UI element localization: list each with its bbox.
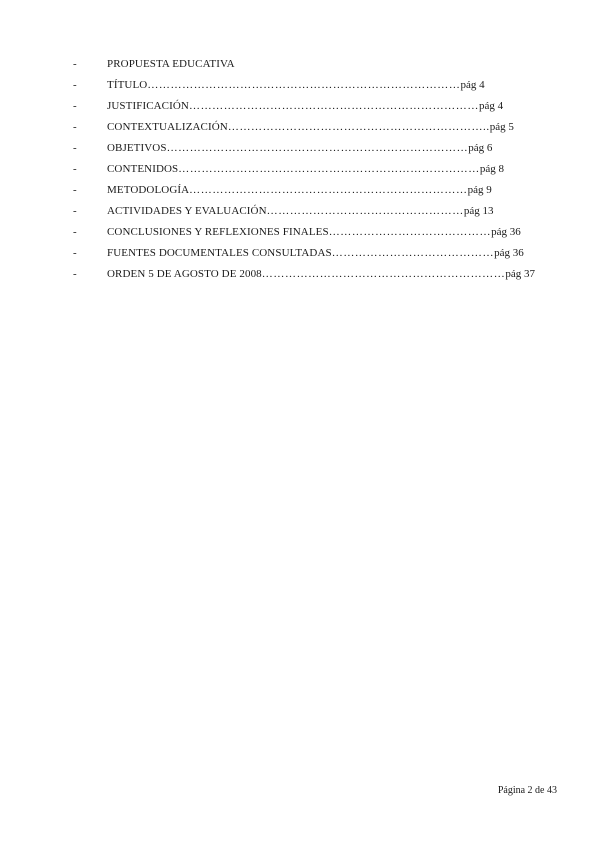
toc-page-number: pág 13: [463, 205, 494, 217]
toc-leader-dots: ……………………………………………: [266, 205, 464, 217]
toc-bullet: -: [73, 58, 77, 70]
toc-leader-dots: ………………………………………………………………: [189, 184, 468, 196]
toc-leader-dots: …………………………………………………………………: [188, 100, 479, 112]
toc-bullet: -: [73, 184, 77, 196]
toc-page-number: pág 36: [494, 247, 524, 259]
toc-entry: [0, 138, 600, 158]
page-number-footer: Página 2 de 43: [497, 785, 557, 796]
toc-entry-text: [107, 243, 524, 263]
toc-entry-title: OBJETIVOS: [107, 142, 167, 154]
toc-entry-title: ORDEN 5 DE AGOSTO DE 2008: [107, 268, 262, 280]
toc-leader-dots: ……………………………………: [328, 226, 492, 238]
toc-leader-dots: ……………………………………: [331, 247, 495, 259]
toc-entry-text: [107, 159, 504, 179]
toc-bullet: -: [73, 205, 77, 217]
toc-entry: [0, 75, 600, 95]
toc-leader-dots: ………………………………………………………: [261, 268, 506, 280]
toc-entry: [0, 117, 600, 137]
toc-page-number: pág 6: [468, 142, 493, 154]
toc-entry-title: TÍTULO: [107, 79, 148, 91]
toc-entry-text: [107, 138, 492, 158]
toc-entry-title: CONTENIDOS: [107, 163, 179, 175]
toc-entry: [0, 159, 600, 179]
toc-entry-text: [107, 54, 235, 74]
toc-bullet: -: [73, 121, 77, 133]
toc-leader-dots: ……………………………………………………………………: [166, 142, 469, 154]
toc-entry-text: [107, 201, 494, 221]
toc-bullet: -: [73, 79, 77, 91]
toc-entry-text: [107, 264, 535, 284]
toc-page-number: pág 4: [460, 79, 485, 91]
toc-entry: [0, 243, 600, 263]
toc-entry: [0, 54, 600, 74]
toc-page-number: pág 5: [489, 121, 514, 133]
toc-leader-dots: ………………………………………………………………………: [147, 79, 461, 91]
toc-bullet: -: [73, 100, 77, 112]
toc-entry: [0, 96, 600, 116]
toc-leader-dots: ……………………………………………………………………: [178, 163, 480, 175]
toc-bullet: -: [73, 268, 77, 280]
toc-entry-title: CONTEXTUALIZACIÓN: [107, 121, 228, 133]
toc-entry-text: [107, 117, 514, 137]
toc-entry: [0, 264, 600, 284]
toc-leader-dots: …………………………………………………………..: [227, 121, 490, 133]
toc-entry-text: [107, 96, 503, 116]
toc-entry: [0, 180, 600, 200]
toc-page-number: pág 9: [467, 184, 492, 196]
toc-page-number: pág 8: [479, 163, 505, 175]
toc-entry-text: [107, 180, 492, 200]
toc-entry: [0, 201, 600, 221]
toc-entry-title: PROPUESTA EDUCATIVA: [107, 58, 235, 70]
toc-bullet: -: [73, 226, 77, 238]
toc-entry-text: [107, 75, 485, 95]
toc-entry-title: CONCLUSIONES Y REFLEXIONES FINALES: [107, 226, 329, 238]
toc-entry-title: METODOLOGÍA: [107, 184, 190, 196]
toc-entry-title: ACTIVIDADES Y EVALUACIÓN: [107, 205, 267, 217]
toc-page-number: pág 37: [505, 268, 536, 280]
toc-entry-text: [107, 222, 521, 242]
toc-entry: [0, 222, 600, 242]
toc-entry-title: FUENTES DOCUMENTALES CONSULTADAS: [107, 247, 332, 259]
toc-bullet: -: [73, 247, 77, 259]
toc-page-number: pág 36: [491, 226, 521, 238]
toc-bullet: -: [73, 163, 77, 175]
toc-page-number: pág 4: [478, 100, 504, 112]
toc-bullet: -: [73, 142, 77, 154]
toc-entry-title: JUSTIFICACIÓN: [107, 100, 189, 112]
